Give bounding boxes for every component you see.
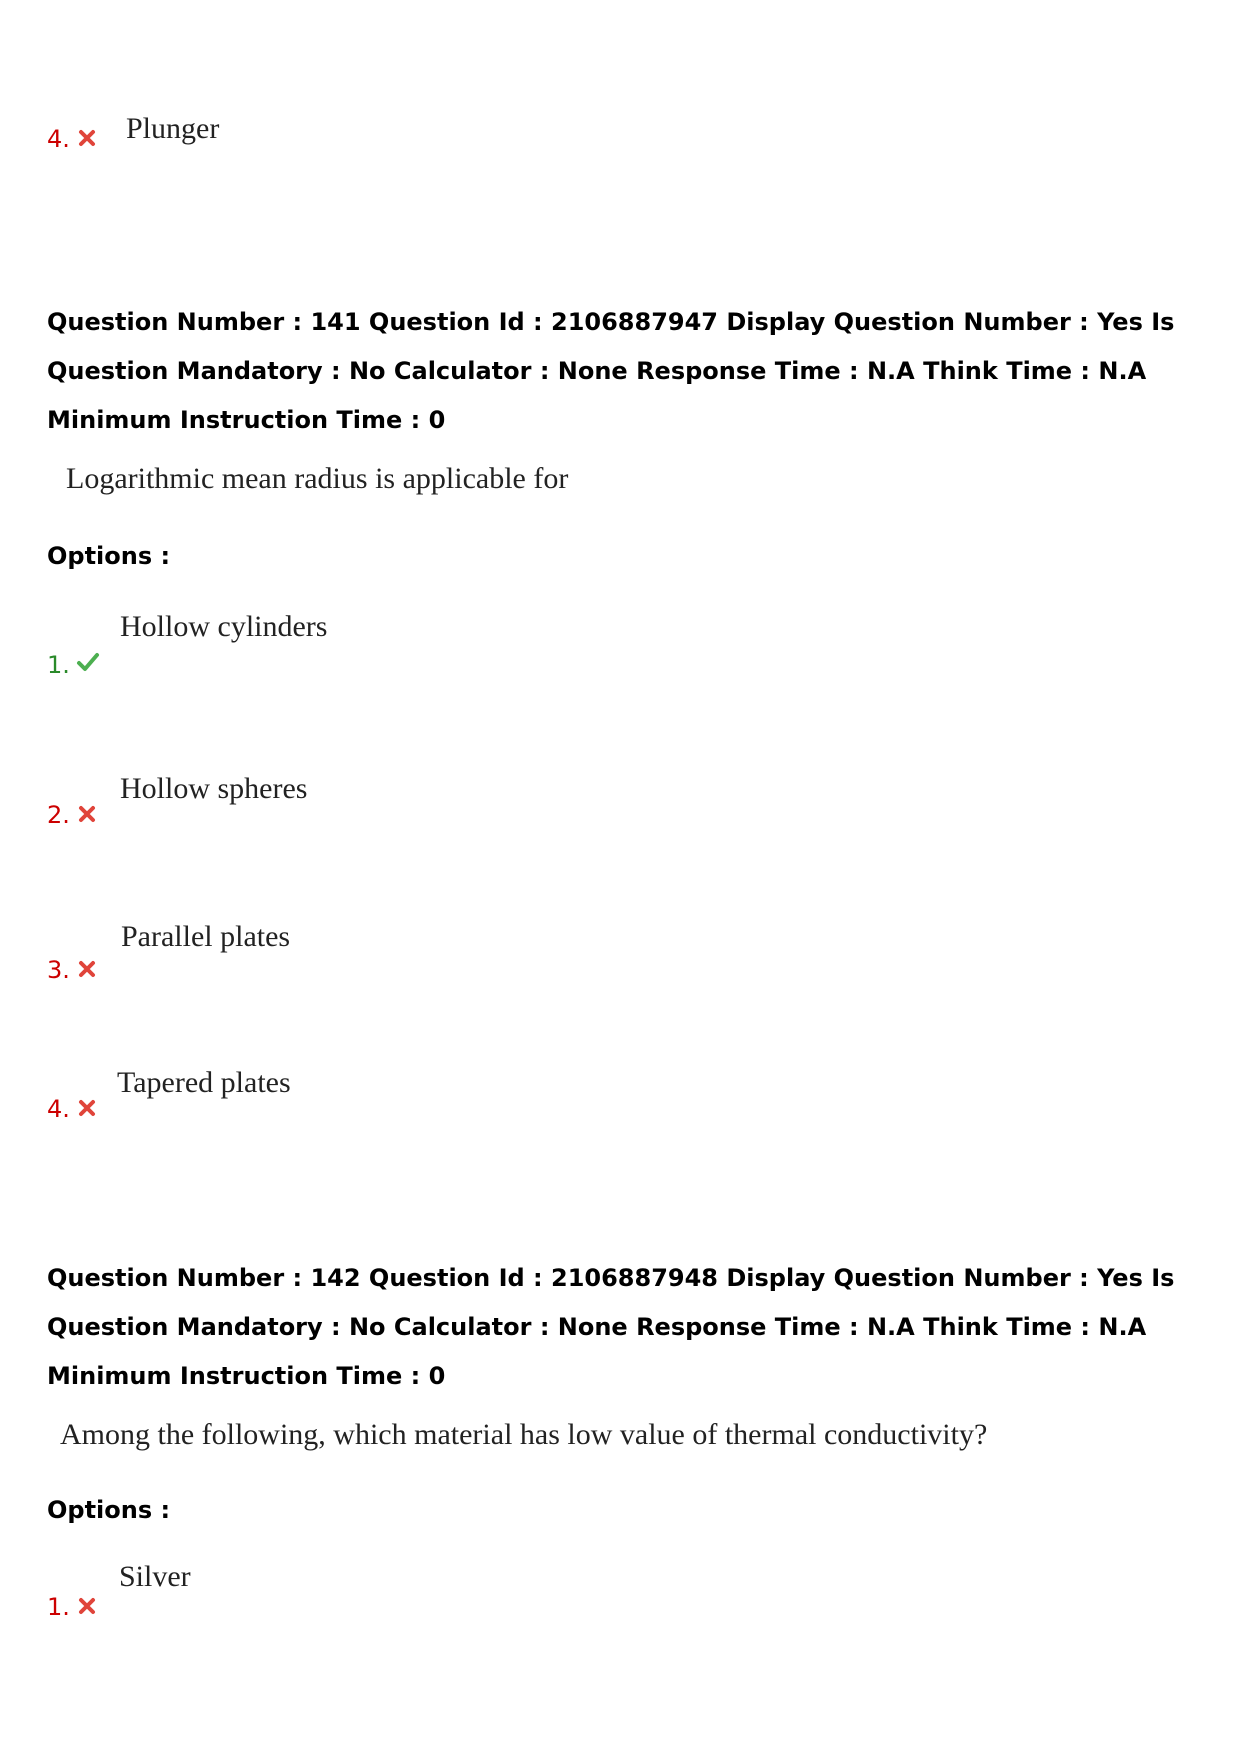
options-label: Options : xyxy=(47,542,171,570)
cross-icon xyxy=(77,959,97,979)
option-text: Hollow spheres xyxy=(120,772,308,805)
option-text: Tapered plates xyxy=(117,1066,291,1099)
option-number: 1. xyxy=(47,1593,70,1621)
question-meta: Question Number : 142 Question Id : 2106887948 Display Question Number : Yes Is Question Mandatory : No Calculator : None Response Time : N.A Think Time : N.A Minimum Instruction Time : 0 xyxy=(47,1264,1175,1390)
option-number: 4. xyxy=(47,125,70,153)
option-number: 1. xyxy=(47,651,70,679)
question-text: Among the following, which material has low value of thermal conductivity? xyxy=(60,1418,988,1451)
option-text: Plunger xyxy=(126,112,220,145)
option-text: Silver xyxy=(119,1560,191,1593)
question-meta: Question Number : 141 Question Id : 2106887947 Display Question Number : Yes Is Question Mandatory : No Calculator : None Response Time : N.A Think Time : N.A Minimum Instruction Time : 0 xyxy=(47,308,1175,434)
option-text: Parallel plates xyxy=(121,920,291,953)
option-number: 2. xyxy=(47,801,70,829)
cross-icon xyxy=(77,1596,97,1616)
option-number: 3. xyxy=(47,956,70,984)
cross-icon xyxy=(77,128,97,148)
cross-icon xyxy=(77,1098,97,1118)
cross-icon xyxy=(77,804,97,824)
check-icon xyxy=(76,652,100,672)
options-label: Options : xyxy=(47,1496,171,1524)
question-text: Logarithmic mean radius is applicable for xyxy=(66,462,569,495)
option-text: Hollow cylinders xyxy=(120,610,328,643)
option-number: 4. xyxy=(47,1095,70,1123)
